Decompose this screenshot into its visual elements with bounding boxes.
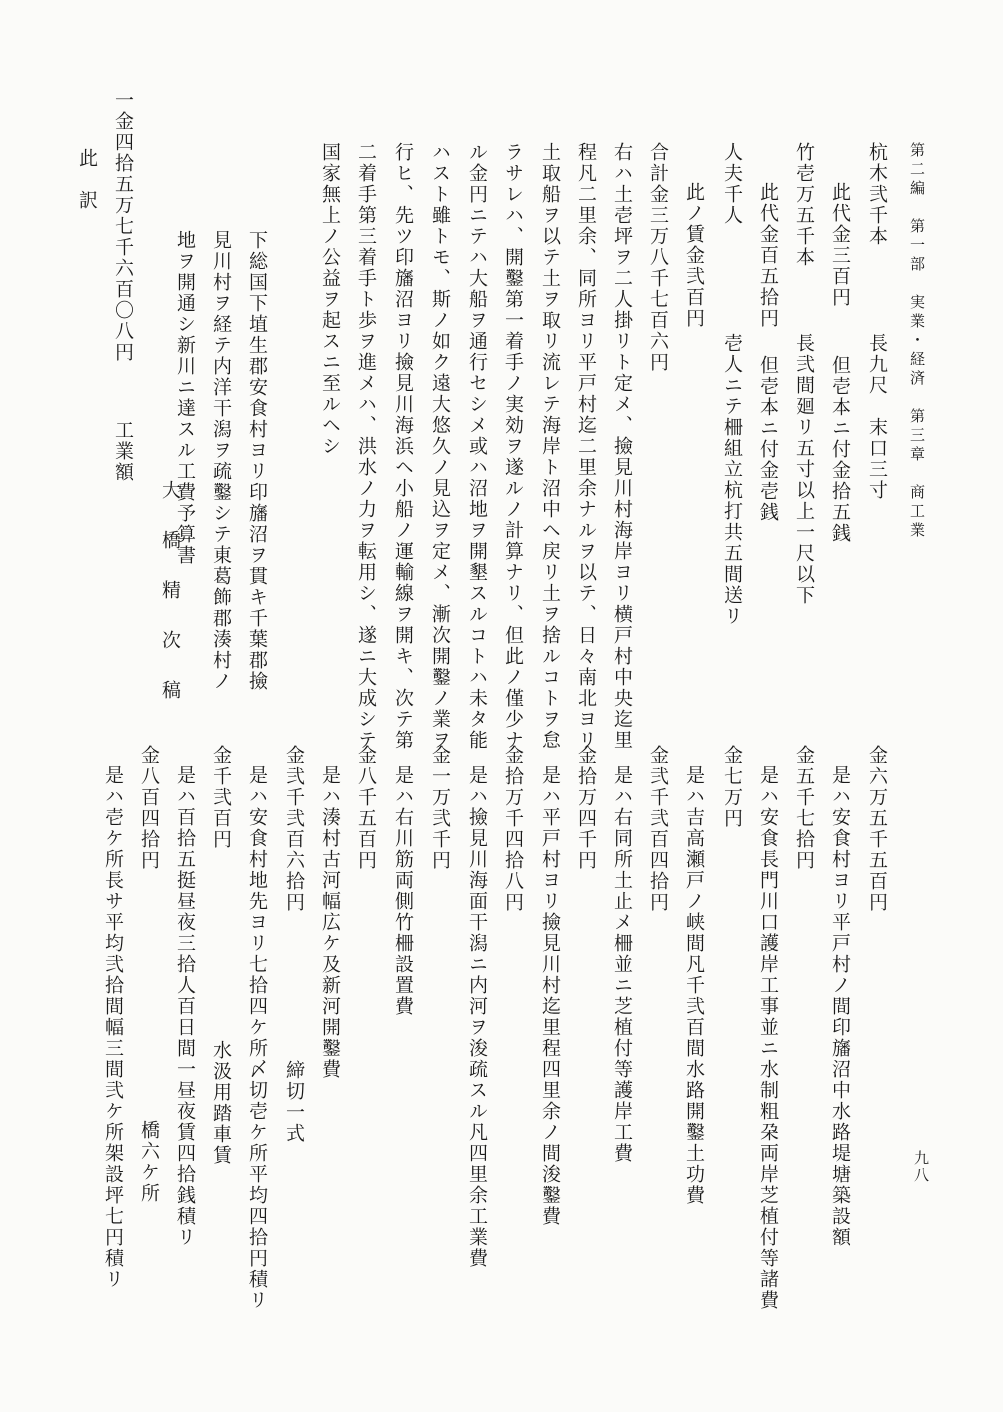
item-line: 杭木弐千本	[866, 142, 888, 247]
cost-note: 是ハ壱ケ所長サ平均弐拾間幅三間弐ケ所架設坪七円積リ	[102, 765, 124, 1290]
item-line: 此ノ賃金弐百円	[683, 182, 705, 329]
cost-note: 是ハ安食村地先ヨリ七拾四ケ所〆切壱ケ所平均四拾円積リ	[246, 765, 268, 1311]
cost-amount: 金八千五百円	[355, 745, 377, 871]
body-line: 土取船ヲ以テ土ヲ取リ流レテ海岸ト沼中ヘ戻リ土ヲ捨ルコトヲ怠	[539, 142, 561, 751]
body-line: 二着手第三着手ト歩ヲ進メハ、洪水ノ力ヲ転用シ、遂ニ大成シテ	[355, 142, 377, 751]
cost-amount: 金拾万千四拾八円	[502, 745, 524, 913]
cost-note: 是ハ右同所土止メ柵並ニ芝植付等護岸工費	[611, 765, 633, 1164]
cost-note: 是ハ吉高瀬戸ノ峡間凡千弐百間水路開鑿土功費	[683, 765, 705, 1206]
author-signature: 大 橋 精 次 稿	[159, 480, 181, 705]
cost-note: 是ハ撿見川海面干潟ニ内河ヲ浚疏スル凡四里余工業費	[466, 765, 488, 1269]
cost-note: 是ハ安食長門川口護岸工事並ニ水制粗朶両岸芝植付等諸費	[757, 765, 779, 1311]
cost-sub-label: 締切一式	[283, 1060, 305, 1144]
cost-amount: 金六万五千五百円	[866, 745, 888, 913]
body-line: 右ハ土壱坪ヲ二人掛リト定メ、撿見川村海岸ヨリ横戸村中央迄里	[611, 142, 633, 751]
cost-note: 是ハ湊村古河幅広ケ及新河開鑿費	[319, 765, 341, 1080]
cost-amount: 金拾万四千円	[575, 745, 597, 871]
body-line: ラサレハ、開鑿第一着手ノ実効ヲ遂ルノ計算ナリ、但此ノ僅少ナ	[502, 142, 524, 751]
grand-total-line: 一金四拾五万七千六百〇八円	[112, 90, 134, 363]
item-line: 竹壱万五千本	[793, 142, 815, 268]
body-line: ル金円ニテハ大船ヲ通行セシメ或ハ沼地ヲ開墾スルコトハ未タ能	[466, 142, 488, 751]
cost-amount: 金八百四拾円	[138, 745, 160, 871]
body-line: 行ヒ、先ツ印旛沼ヨリ撿見川海浜ヘ小船ノ運輸線ヲ開キ、次テ第	[392, 142, 414, 751]
budget-title-line: 下総国下埴生郡安食村ヨリ印旛沼ヲ貫キ千葉郡撿	[246, 230, 268, 692]
budget-title-line: 地ヲ開通シ新川ニ達スル工費予算書	[174, 230, 196, 566]
body-line: 程凡二里余、同所ヨリ平戸村迄二里余ナルヲ以テ、日々南北ヨリ	[575, 142, 597, 751]
cost-amount: 金千弐百円	[210, 745, 232, 850]
body-line: ハスト雖トモ、斯ノ如ク遠大悠久ノ見込ヲ定メ、漸次開鑿ノ業ヲ	[429, 142, 451, 751]
item-note: 但壱本ニ付金壱銭	[757, 355, 779, 523]
cost-amount: 金弐千弐百六拾円	[283, 745, 305, 913]
cost-amount: 金一万弐千円	[429, 745, 451, 871]
item-note: 但壱本ニ付金拾五銭	[829, 355, 851, 544]
cost-amount: 金五千七拾円	[793, 745, 815, 871]
cost-note: 是ハ右川筋両側竹柵設置費	[392, 765, 414, 1017]
total-line: 合計金三万八千七百六円	[647, 142, 669, 373]
item-line: 此代金三百円	[829, 182, 851, 308]
cost-note: 是ハ安食村ヨリ平戸村ノ間印旛沼中水路堤塘築設額	[829, 765, 851, 1248]
running-header: 第二編 第一部 実業・経済 第三章 商工業	[908, 142, 926, 541]
cost-sub-label: 橋六ケ所	[138, 1120, 160, 1204]
item-note: 長九尺 末口三寸	[866, 333, 888, 501]
page-number: 九八	[912, 1150, 930, 1184]
cost-note: 是ハ平戸村ヨリ撿見川村迄里程四里余ノ間浚鑿費	[539, 765, 561, 1227]
body-line: 国家無上ノ公益ヲ起スニ至ルヘシ	[319, 142, 341, 457]
item-note: 壱人ニテ柵組立杭打共五間送リ	[721, 333, 743, 627]
category-label: 工業額	[112, 420, 134, 483]
cost-amount: 金弐千弐百四拾円	[647, 745, 669, 913]
cost-amount: 金七万円	[721, 745, 743, 829]
cost-sub-label: 水汲用踏車賃	[210, 1040, 232, 1166]
item-line: 人夫千人	[721, 142, 743, 226]
item-line: 此代金百五拾円	[757, 182, 779, 329]
budget-title-line: 見川村ヲ経テ内洋干潟ヲ疏鑿シテ東葛飾郡湊村ノ	[210, 230, 232, 692]
cost-note: 是ハ百拾五挺昼夜三拾人百日間一昼夜賃四拾銭積リ	[174, 765, 196, 1248]
breakdown-label: 此 訳	[76, 148, 98, 211]
item-note: 長弐間廻リ五寸以上一尺以下	[793, 333, 815, 606]
